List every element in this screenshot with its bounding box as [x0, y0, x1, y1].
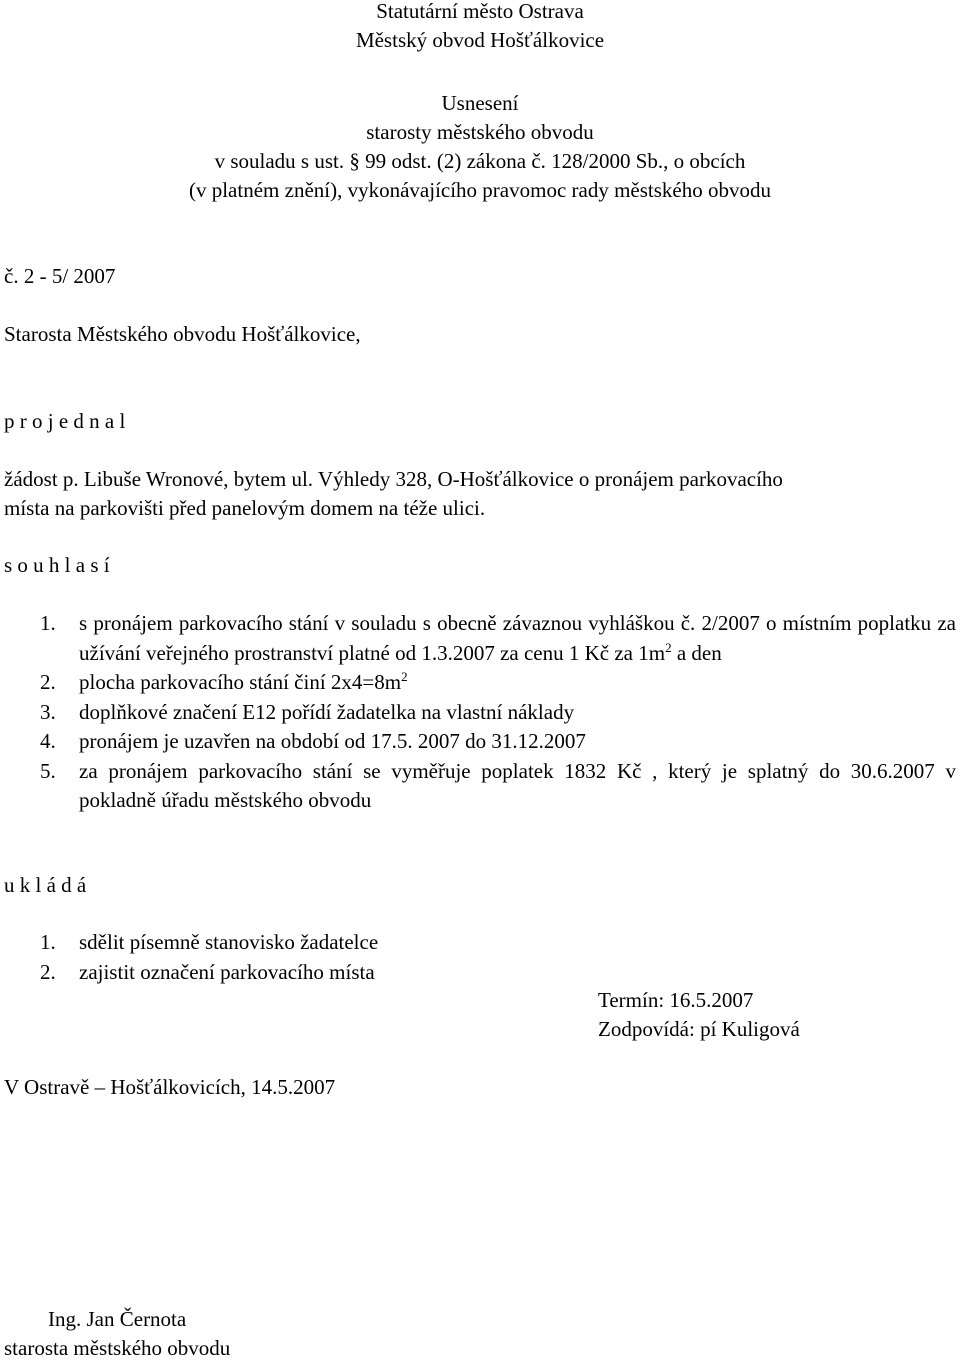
title-line-4: (v platném znění), vykonávajícího pravomoc rady městského obvodu	[188, 178, 771, 202]
uklada-heading: u k l á d á	[4, 873, 87, 897]
deadline-block	[598, 986, 948, 1044]
header-city: Statutární město Ostrava	[376, 0, 584, 23]
signature-block	[4, 1305, 404, 1363]
responsible-person: Zodpovídá: pí Kuligová	[598, 1017, 800, 1041]
list-item	[4, 609, 956, 668]
request-text	[4, 465, 956, 523]
superscript: 2	[665, 639, 672, 655]
item-text: sdělit písemně stanovisko žadatelce	[79, 930, 379, 954]
document-title	[0, 89, 960, 205]
item-text: plocha parkovacího stání činí 2x4=8m	[79, 670, 402, 694]
item-number: 1.	[40, 611, 56, 635]
intro-text: Starosta Městského obvodu Hošťálkovice,	[4, 322, 361, 346]
signature-role: starosta městského obvodu	[4, 1336, 231, 1360]
item-number: 3.	[40, 699, 56, 724]
deadline: Termín: 16.5.2007	[598, 988, 754, 1012]
request-line-2: místa na parkovišti před panelovým domem na téže ulici.	[4, 496, 486, 520]
item-text: za pronájem parkovacího stání se vyměřuje poplatek 1832 Kč , který je splatný do 30.6.2007 v pokladně úřadu městského obvodu	[79, 758, 956, 812]
item-text: doplňkové značení E12 pořídí žadatelka na vlastní náklady	[79, 699, 575, 724]
uklada-list	[4, 928, 956, 987]
item-text: pronájem je uzavřen na období od 17.5. 2007 do 31.12.2007	[79, 729, 586, 753]
list-item	[4, 958, 956, 988]
item-number: 2.	[40, 959, 56, 984]
souhlasi-list	[4, 609, 956, 816]
item-number: 5.	[40, 758, 56, 783]
item-text-tail: a den	[671, 640, 722, 665]
list-item	[4, 668, 956, 698]
item-number: 1.	[40, 930, 56, 954]
title-line-3: v souladu s ust. § 99 odst. (2) zákona č. 128/2000 Sb., o obcích	[214, 149, 746, 173]
list-item	[4, 928, 956, 958]
request-line-1: žádost p. Libuše Wronové, bytem ul. Výhledy 328, O-Hošťálkovice o pronájem parkovacího	[4, 467, 783, 491]
item-text: zajistit označení parkovacího místa	[79, 959, 375, 984]
souhlasi-heading: s o u h l a s í	[4, 553, 110, 577]
place-date: V Ostravě – Hošťálkovicích, 14.5.2007	[4, 1075, 336, 1099]
title-line-2: starosty městského obvodu	[366, 120, 594, 144]
list-item	[4, 757, 956, 816]
header-district: Městský obvod Hošťálkovice	[355, 28, 605, 52]
item-number: 4.	[40, 729, 56, 753]
resolution-number: č. 2 - 5/ 2007	[4, 264, 116, 288]
item-text: s pronájem parkovacího stání v souladu s obecně závaznou vyhláškou č. 2/2007 o místním poplatku za užívání veřejného prostranství platné od 1.3.2007 za cenu 1 Kč za 1m	[79, 611, 956, 665]
list-item	[4, 727, 956, 757]
header	[0, 0, 960, 55]
item-number: 2.	[40, 670, 56, 694]
list-item	[4, 698, 956, 728]
superscript: 2	[401, 669, 408, 684]
signature-name: Ing. Jan Černota	[48, 1307, 187, 1331]
projednal-heading: p r o j e d n a l	[4, 409, 126, 433]
title-line-1: Usnesení	[441, 91, 519, 115]
